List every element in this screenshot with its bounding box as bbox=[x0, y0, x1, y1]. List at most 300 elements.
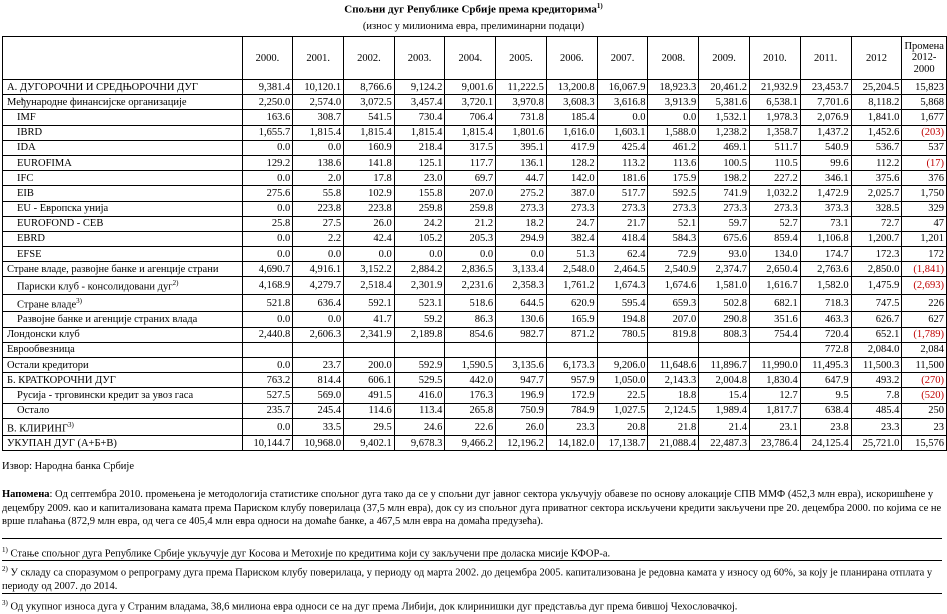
change-cell: (203) bbox=[902, 125, 947, 140]
value-cell: 26.0 bbox=[344, 216, 395, 231]
value-cell: 227.2 bbox=[750, 171, 801, 186]
value-cell: 62.4 bbox=[597, 247, 648, 262]
value-cell: 592.9 bbox=[394, 358, 445, 373]
value-cell: 142.0 bbox=[546, 171, 597, 186]
value-cell: 569.0 bbox=[293, 388, 344, 403]
footnote-3: $^{3)}$ Од укупног износа дуга у Страним владама, 38,6 милиона евра односи се на дуг према Либији, док клиринишки дуг представља дуг према бившој Чехословачкој. bbox=[2, 599, 738, 613]
value-cell: 10,120.1 bbox=[293, 80, 344, 95]
value-cell: 42.4 bbox=[344, 231, 395, 246]
value-cell: 110.5 bbox=[750, 155, 801, 170]
value-cell: 20,461.2 bbox=[699, 80, 750, 95]
value-cell: 22.5 bbox=[597, 388, 648, 403]
table-row bbox=[3, 231, 947, 246]
value-cell: 1,978.3 bbox=[750, 110, 801, 125]
value-cell: 652.1 bbox=[851, 327, 902, 342]
value-cell: 772.8 bbox=[800, 342, 851, 357]
value-cell: 731.8 bbox=[496, 110, 547, 125]
value-cell: 346.1 bbox=[800, 171, 851, 186]
value-cell: 245.4 bbox=[293, 403, 344, 418]
value-cell: 172.3 bbox=[851, 247, 902, 262]
value-cell: 718.3 bbox=[800, 294, 851, 312]
value-cell: 2,076.9 bbox=[800, 110, 851, 125]
value-cell: 273.3 bbox=[597, 201, 648, 216]
change-cell: 1,750 bbox=[902, 186, 947, 201]
value-cell: 25,721.0 bbox=[851, 436, 902, 451]
value-cell: 7.8 bbox=[851, 388, 902, 403]
table-row bbox=[3, 277, 947, 295]
value-cell: 72.9 bbox=[648, 247, 699, 262]
row-label: Развојне банке и агенције страних влада bbox=[3, 312, 243, 327]
value-cell: 24.7 bbox=[546, 216, 597, 231]
value-cell: 52.1 bbox=[648, 216, 699, 231]
value-cell: 0.0 bbox=[293, 247, 344, 262]
value-cell: 659.3 bbox=[648, 294, 699, 312]
value-cell: 0.0 bbox=[293, 140, 344, 155]
value-cell: 113.6 bbox=[648, 155, 699, 170]
row-label: EUROFOND - CEB bbox=[3, 216, 243, 231]
table-header-row bbox=[3, 37, 947, 80]
year-header: 2006. bbox=[546, 37, 597, 80]
value-cell: 59.2 bbox=[394, 312, 445, 327]
value-cell: 23.8 bbox=[800, 418, 851, 436]
value-cell: 114.6 bbox=[344, 403, 395, 418]
methodology-note bbox=[2, 488, 942, 529]
value-cell: 4,916.1 bbox=[293, 262, 344, 277]
row-label: Русија - трговински кредит за увоз гаса bbox=[3, 388, 243, 403]
value-cell: 27.5 bbox=[293, 216, 344, 231]
value-cell: 2,540.9 bbox=[648, 262, 699, 277]
value-cell: 720.4 bbox=[800, 327, 851, 342]
row-label: EU - Европска унија bbox=[3, 201, 243, 216]
value-cell: 395.1 bbox=[496, 140, 547, 155]
change-cell: (1,789) bbox=[902, 327, 947, 342]
value-cell: 2,231.6 bbox=[445, 277, 496, 295]
year-header: 2011. bbox=[800, 37, 851, 80]
value-cell: 373.3 bbox=[800, 201, 851, 216]
value-cell: 51.3 bbox=[546, 247, 597, 262]
value-cell: 181.6 bbox=[597, 171, 648, 186]
change-cell: (270) bbox=[902, 373, 947, 388]
value-cell: 9,124.2 bbox=[394, 80, 445, 95]
year-header: 2004. bbox=[445, 37, 496, 80]
value-cell: 854.6 bbox=[445, 327, 496, 342]
value-cell: 11,500.3 bbox=[851, 358, 902, 373]
value-cell: 1,815.4 bbox=[394, 125, 445, 140]
value-cell: 675.6 bbox=[699, 231, 750, 246]
year-header: 2009. bbox=[699, 37, 750, 80]
value-cell: 174.7 bbox=[800, 247, 851, 262]
change-cell: 47 bbox=[902, 216, 947, 231]
value-cell: 273.3 bbox=[546, 201, 597, 216]
value-cell: 1,200.7 bbox=[851, 231, 902, 246]
year-header: 2012 bbox=[851, 37, 902, 80]
value-cell: 102.9 bbox=[344, 186, 395, 201]
value-cell: 780.5 bbox=[597, 327, 648, 342]
value-cell: 0.0 bbox=[293, 312, 344, 327]
value-cell: 517.7 bbox=[597, 186, 648, 201]
value-cell bbox=[546, 342, 597, 357]
value-cell: 134.0 bbox=[750, 247, 801, 262]
value-cell: 3,135.6 bbox=[496, 358, 547, 373]
row-label: Лондонски клуб bbox=[3, 327, 243, 342]
value-cell bbox=[445, 342, 496, 357]
value-cell: 273.3 bbox=[496, 201, 547, 216]
row-label: Остало bbox=[3, 403, 243, 418]
value-cell: 129.2 bbox=[242, 155, 293, 170]
table-body bbox=[3, 80, 947, 451]
value-cell: 387.0 bbox=[546, 186, 597, 201]
value-cell: 606.1 bbox=[344, 373, 395, 388]
value-cell: 1,475.9 bbox=[851, 277, 902, 295]
value-cell: 0.0 bbox=[394, 247, 445, 262]
title-footnote-mark: 1) bbox=[596, 2, 603, 10]
value-cell: 540.9 bbox=[800, 140, 851, 155]
value-cell: 3,457.4 bbox=[394, 95, 445, 110]
value-cell: 754.4 bbox=[750, 327, 801, 342]
value-cell bbox=[597, 342, 648, 357]
value-cell: 351.6 bbox=[750, 312, 801, 327]
value-cell: 290.8 bbox=[699, 312, 750, 327]
value-cell: 17,138.7 bbox=[597, 436, 648, 451]
value-cell: 52.7 bbox=[750, 216, 801, 231]
value-cell: 730.4 bbox=[394, 110, 445, 125]
value-cell: 138.6 bbox=[293, 155, 344, 170]
value-cell: 176.3 bbox=[445, 388, 496, 403]
row-label: EIB bbox=[3, 186, 243, 201]
value-cell: 626.7 bbox=[851, 312, 902, 327]
value-cell: 117.7 bbox=[445, 155, 496, 170]
value-cell: 198.2 bbox=[699, 171, 750, 186]
value-cell: 638.4 bbox=[800, 403, 851, 418]
value-cell: 416.0 bbox=[394, 388, 445, 403]
value-cell: 463.3 bbox=[800, 312, 851, 327]
value-cell: 0.0 bbox=[648, 110, 699, 125]
value-cell: 1,582.0 bbox=[800, 277, 851, 295]
value-cell: 3,913.9 bbox=[648, 95, 699, 110]
value-cell: 23,786.4 bbox=[750, 436, 801, 451]
value-cell: 23.1 bbox=[750, 418, 801, 436]
value-cell: 275.2 bbox=[496, 186, 547, 201]
value-cell: 223.8 bbox=[293, 201, 344, 216]
value-cell: 200.0 bbox=[344, 358, 395, 373]
value-cell: 1,358.7 bbox=[750, 125, 801, 140]
value-cell: 0.0 bbox=[496, 247, 547, 262]
value-cell: 469.1 bbox=[699, 140, 750, 155]
value-cell: 620.9 bbox=[546, 294, 597, 312]
value-cell: 2,548.0 bbox=[546, 262, 597, 277]
value-cell: 518.6 bbox=[445, 294, 496, 312]
value-cell: 2,025.7 bbox=[851, 186, 902, 201]
value-cell: 69.7 bbox=[445, 171, 496, 186]
value-cell: 130.6 bbox=[496, 312, 547, 327]
value-cell: 0.0 bbox=[242, 247, 293, 262]
value-cell: 18,923.3 bbox=[648, 80, 699, 95]
value-cell: 491.5 bbox=[344, 388, 395, 403]
value-cell: 2,518.4 bbox=[344, 277, 395, 295]
value-cell: 0.0 bbox=[344, 247, 395, 262]
row-label: А. ДУГОРОЧНИ И СРЕДЊОРОЧНИ ДУГ bbox=[3, 80, 243, 95]
source-note: Извор: Народна банка Србије bbox=[2, 461, 134, 472]
value-cell: 682.1 bbox=[750, 294, 801, 312]
value-cell: 6,173.3 bbox=[546, 358, 597, 373]
value-cell: 0.0 bbox=[242, 140, 293, 155]
value-cell: 2,884.2 bbox=[394, 262, 445, 277]
value-cell: 2,301.9 bbox=[394, 277, 445, 295]
value-cell bbox=[496, 342, 547, 357]
value-cell: 636.4 bbox=[293, 294, 344, 312]
value-cell: 814.4 bbox=[293, 373, 344, 388]
table-row bbox=[3, 110, 947, 125]
table-row bbox=[3, 342, 947, 357]
value-cell: 165.9 bbox=[546, 312, 597, 327]
row-label: Б. КРАТКОРОЧНИ ДУГ bbox=[3, 373, 243, 388]
value-cell: 1,616.7 bbox=[750, 277, 801, 295]
change-cell: 329 bbox=[902, 201, 947, 216]
footnote-1: $^{1)}$ Стање спољног дуга Републике Србије укључује дуг Косова и Метохије по кредитима који су закључени пре доласка мисије КФОР-а. bbox=[2, 546, 611, 560]
row-label: Стране владе$^{3)}$ bbox=[3, 294, 243, 312]
change-cell: 23 bbox=[902, 418, 947, 436]
value-cell: 294.9 bbox=[496, 231, 547, 246]
value-cell: 1,815.4 bbox=[445, 125, 496, 140]
value-cell: 29.5 bbox=[344, 418, 395, 436]
value-cell: 9,001.6 bbox=[445, 80, 496, 95]
page-title: Спољни дуг Републике Србије према кредиторима$^{1)}$ bbox=[344, 2, 603, 16]
value-cell: 21.7 bbox=[597, 216, 648, 231]
value-cell: 1,674.6 bbox=[648, 277, 699, 295]
value-cell: 982.7 bbox=[496, 327, 547, 342]
value-cell: 317.5 bbox=[445, 140, 496, 155]
value-cell: 1,238.2 bbox=[699, 125, 750, 140]
value-cell: 1,532.1 bbox=[699, 110, 750, 125]
value-cell: 44.7 bbox=[496, 171, 547, 186]
value-cell: 6,538.1 bbox=[750, 95, 801, 110]
year-header: 2008. bbox=[648, 37, 699, 80]
value-cell: 2,124.5 bbox=[648, 403, 699, 418]
value-cell: 1,817.7 bbox=[750, 403, 801, 418]
value-cell: 93.0 bbox=[699, 247, 750, 262]
value-cell: 461.2 bbox=[648, 140, 699, 155]
value-cell: 536.7 bbox=[851, 140, 902, 155]
value-cell: 11,495.3 bbox=[800, 358, 851, 373]
change-cell: 172 bbox=[902, 247, 947, 262]
value-cell: 541.5 bbox=[344, 110, 395, 125]
value-cell: 0.0 bbox=[242, 231, 293, 246]
value-cell: 21,932.9 bbox=[750, 80, 801, 95]
value-cell: 196.9 bbox=[496, 388, 547, 403]
value-cell: 957.9 bbox=[546, 373, 597, 388]
value-cell: 2,084.0 bbox=[851, 342, 902, 357]
year-header: 2003. bbox=[394, 37, 445, 80]
value-cell: 527.5 bbox=[242, 388, 293, 403]
note-text: : Од септембра 2010. промењена је методологија статистике спољног дуга тако да се у спољни дуг јавног сектора укључују обавезе по основу алокације СПВ ММФ (452,3 млн евра), искоришћене у децембру 2009. као и капитализована камата према Париском клубу поверилаца (37,5 млн евра), док су из спољног дуга приватног сектора искључени кредити закључени пре 20. децембра 2000. по којима се не врше плаћања (872,9 млн евра, од чега се 405,4 млн евра односи на домаће банке, а 467,5 млн евра на домаћа предузећа). bbox=[2, 489, 942, 527]
table-row bbox=[3, 373, 947, 388]
footnote-divider bbox=[2, 538, 942, 539]
row-label: IMF bbox=[3, 110, 243, 125]
value-cell: 10,968.0 bbox=[293, 436, 344, 451]
value-cell: 859.4 bbox=[750, 231, 801, 246]
value-cell: 9,206.0 bbox=[597, 358, 648, 373]
value-cell: 947.7 bbox=[496, 373, 547, 388]
value-cell: 750.9 bbox=[496, 403, 547, 418]
value-cell: 3,608.3 bbox=[546, 95, 597, 110]
value-cell: 22.6 bbox=[445, 418, 496, 436]
value-cell: 113.4 bbox=[394, 403, 445, 418]
value-cell: 26.0 bbox=[496, 418, 547, 436]
row-label: В. КЛИРИНГ$^{3)}$ bbox=[3, 418, 243, 436]
value-cell: 194.8 bbox=[597, 312, 648, 327]
value-cell: 12.7 bbox=[750, 388, 801, 403]
value-cell: 141.8 bbox=[344, 155, 395, 170]
footnote-divider bbox=[2, 560, 942, 561]
value-cell: 2,763.6 bbox=[800, 262, 851, 277]
value-cell: 1,616.0 bbox=[546, 125, 597, 140]
change-cell: 5,868 bbox=[902, 95, 947, 110]
value-cell: 21.8 bbox=[648, 418, 699, 436]
value-cell bbox=[242, 342, 293, 357]
value-cell: 529.5 bbox=[394, 373, 445, 388]
value-cell: 160.9 bbox=[344, 140, 395, 155]
value-cell: 2,836.5 bbox=[445, 262, 496, 277]
change-cell: (520) bbox=[902, 388, 947, 403]
value-cell: 1,032.2 bbox=[750, 186, 801, 201]
change-cell: 627 bbox=[902, 312, 947, 327]
value-cell: 10,144.7 bbox=[242, 436, 293, 451]
value-cell: 2.0 bbox=[293, 171, 344, 186]
table-row bbox=[3, 140, 947, 155]
row-label: Стране владе, развојне банке и агенције страни bbox=[3, 262, 243, 277]
value-cell: 1,603.1 bbox=[597, 125, 648, 140]
value-cell: 23.3 bbox=[851, 418, 902, 436]
value-cell: 218.4 bbox=[394, 140, 445, 155]
value-cell: 205.3 bbox=[445, 231, 496, 246]
value-cell: 9,678.3 bbox=[394, 436, 445, 451]
table-row bbox=[3, 155, 947, 170]
value-cell: 2,850.0 bbox=[851, 262, 902, 277]
row-label: IDA bbox=[3, 140, 243, 155]
value-cell: 741.9 bbox=[699, 186, 750, 201]
value-cell: 502.8 bbox=[699, 294, 750, 312]
value-cell: 9,381.4 bbox=[242, 80, 293, 95]
value-cell: 33.5 bbox=[293, 418, 344, 436]
value-cell: 18.2 bbox=[496, 216, 547, 231]
value-cell: 1,989.4 bbox=[699, 403, 750, 418]
value-cell: 442.0 bbox=[445, 373, 496, 388]
value-cell: 1,027.5 bbox=[597, 403, 648, 418]
value-cell: 72.7 bbox=[851, 216, 902, 231]
value-cell: 2,606.3 bbox=[293, 327, 344, 342]
value-cell bbox=[750, 342, 801, 357]
value-cell: 17.8 bbox=[344, 171, 395, 186]
value-cell: 259.8 bbox=[445, 201, 496, 216]
value-cell: 747.5 bbox=[851, 294, 902, 312]
value-cell: 5,381.6 bbox=[699, 95, 750, 110]
value-cell: 592.1 bbox=[344, 294, 395, 312]
value-cell: 2,358.3 bbox=[496, 277, 547, 295]
value-cell: 55.8 bbox=[293, 186, 344, 201]
value-cell: 0.0 bbox=[242, 358, 293, 373]
value-cell: 308.7 bbox=[293, 110, 344, 125]
value-cell: 1,050.0 bbox=[597, 373, 648, 388]
value-cell: 1,437.2 bbox=[800, 125, 851, 140]
value-cell: 2,574.0 bbox=[293, 95, 344, 110]
value-cell: 521.8 bbox=[242, 294, 293, 312]
table-row bbox=[3, 216, 947, 231]
value-cell: 1,472.9 bbox=[800, 186, 851, 201]
value-cell: 0.0 bbox=[445, 247, 496, 262]
value-cell: 23.0 bbox=[394, 171, 445, 186]
row-label: EUROFIMA bbox=[3, 155, 243, 170]
value-cell: 112.2 bbox=[851, 155, 902, 170]
value-cell: 24.2 bbox=[394, 216, 445, 231]
value-cell: 235.7 bbox=[242, 403, 293, 418]
value-cell: 21.2 bbox=[445, 216, 496, 231]
value-cell: 22,487.3 bbox=[699, 436, 750, 451]
change-cell: (2,693) bbox=[902, 277, 947, 295]
table-row bbox=[3, 80, 947, 95]
value-cell: 259.8 bbox=[394, 201, 445, 216]
value-cell: 23.3 bbox=[546, 418, 597, 436]
value-cell: 871.2 bbox=[546, 327, 597, 342]
value-cell: 125.1 bbox=[394, 155, 445, 170]
row-label: Париски клуб - консолидовани дуг$^{2)}$ bbox=[3, 277, 243, 295]
table-row bbox=[3, 388, 947, 403]
row-label: IBRD bbox=[3, 125, 243, 140]
value-cell: 24.6 bbox=[394, 418, 445, 436]
table-row bbox=[3, 418, 947, 436]
value-cell: 273.3 bbox=[648, 201, 699, 216]
value-cell: 175.9 bbox=[648, 171, 699, 186]
value-cell: 0.0 bbox=[242, 171, 293, 186]
value-cell: 185.4 bbox=[546, 110, 597, 125]
value-cell: 172.9 bbox=[546, 388, 597, 403]
table-row bbox=[3, 125, 947, 140]
value-cell: 3,616.8 bbox=[597, 95, 648, 110]
value-cell: 15.4 bbox=[699, 388, 750, 403]
value-cell: 18.8 bbox=[648, 388, 699, 403]
note-label: Напомена bbox=[2, 489, 50, 500]
value-cell: 4,690.7 bbox=[242, 262, 293, 277]
value-cell: 128.2 bbox=[546, 155, 597, 170]
value-cell: 20.8 bbox=[597, 418, 648, 436]
value-cell: 100.5 bbox=[699, 155, 750, 170]
value-cell: 9,466.2 bbox=[445, 436, 496, 451]
year-header: 2002. bbox=[344, 37, 395, 80]
value-cell: 23,453.7 bbox=[800, 80, 851, 95]
value-cell: 2,143.3 bbox=[648, 373, 699, 388]
change-cell: 1,677 bbox=[902, 110, 947, 125]
value-cell: 11,990.0 bbox=[750, 358, 801, 373]
change-cell: 537 bbox=[902, 140, 947, 155]
value-cell: 2,341.9 bbox=[344, 327, 395, 342]
value-cell: 105.2 bbox=[394, 231, 445, 246]
table-row bbox=[3, 327, 947, 342]
value-cell: 7,701.6 bbox=[800, 95, 851, 110]
value-cell: 1,801.6 bbox=[496, 125, 547, 140]
value-cell: 2,440.8 bbox=[242, 327, 293, 342]
year-header: 2010. bbox=[750, 37, 801, 80]
value-cell: 1,588.0 bbox=[648, 125, 699, 140]
value-cell: 425.4 bbox=[597, 140, 648, 155]
value-cell: 11,222.5 bbox=[496, 80, 547, 95]
value-cell: 375.6 bbox=[851, 171, 902, 186]
footnote-divider bbox=[2, 593, 942, 594]
value-cell: 2,464.5 bbox=[597, 262, 648, 277]
value-cell bbox=[344, 342, 395, 357]
value-cell: 2.2 bbox=[293, 231, 344, 246]
value-cell: 21,088.4 bbox=[648, 436, 699, 451]
value-cell: 382.4 bbox=[546, 231, 597, 246]
value-cell: 0.0 bbox=[597, 110, 648, 125]
